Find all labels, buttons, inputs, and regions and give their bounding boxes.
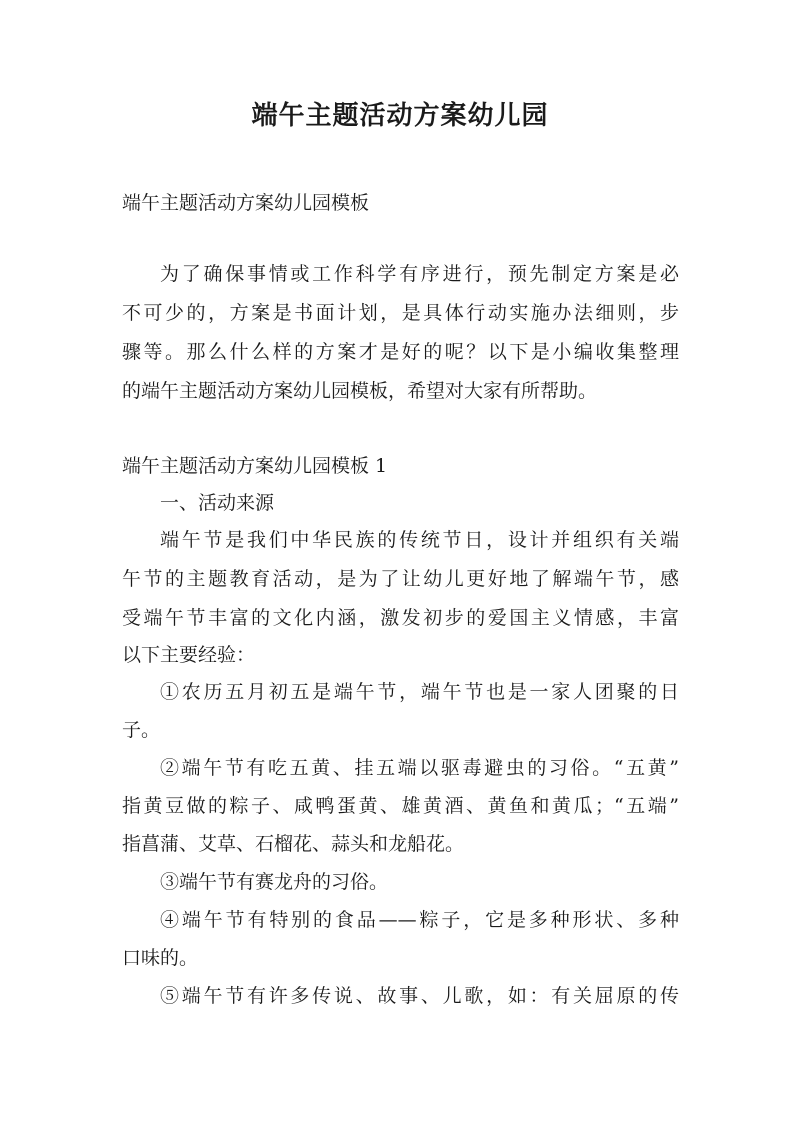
list-item-line: ④端午节有特别的食品——粽子，它是多种形状、多种: [160, 909, 679, 931]
list-item-line: 口味的。: [122, 947, 199, 969]
intro-line-4: 的端午主题活动方案幼儿园模板，希望对大家有所帮助。: [122, 380, 598, 402]
list-item-line: 子。: [122, 719, 161, 741]
subtitle: 端午主题活动方案幼儿园模板: [122, 192, 370, 214]
list-item-line: 指菖蒲、艾草、石榴花、蒜头和龙船花。: [122, 833, 465, 855]
list-item-line: ②端午节有吃五黄、挂五端以驱毒避虫的习俗。“五黄”: [160, 757, 679, 779]
list-item-line: ③端午节有赛龙舟的习俗。: [160, 871, 389, 893]
list-item-line: ⑤端午节有许多传说、故事、儿歌，如：有关屈原的传: [160, 985, 679, 1007]
list-item-line: 指黄豆做的粽子、咸鸭蛋黄、雄黄酒、黄鱼和黄瓜；“五端”: [122, 795, 679, 817]
page-title: 端午主题活动方案幼儿园: [251, 101, 549, 131]
section-heading: 一、活动来源: [160, 492, 275, 514]
section-title: 端午主题活动方案幼儿园模板 1: [122, 455, 388, 477]
paragraph-line: 午节的主题教育活动，是为了让幼儿更好地了解端午节，感: [122, 568, 679, 590]
paragraph-line: 端午节是我们中华民族的传统节日，设计并组织有关端: [160, 529, 679, 551]
paragraph-line: 受端午节丰富的文化内涵，激发初步的爱国主义情感，丰富: [122, 607, 679, 629]
intro-line-3: 骤等。那么什么样的方案才是好的呢？以下是小编收集整理: [122, 341, 679, 363]
intro-line-1: 为了确保事情或工作科学有序进行，预先制定方案是必: [160, 263, 679, 285]
paragraph-line: 以下主要经验：: [122, 644, 256, 666]
intro-line-2: 不可少的，方案是书面计划，是具体行动实施办法细则，步: [122, 302, 679, 324]
list-item-line: ①农历五月初五是端午节，端午节也是一家人团聚的日: [160, 681, 679, 703]
